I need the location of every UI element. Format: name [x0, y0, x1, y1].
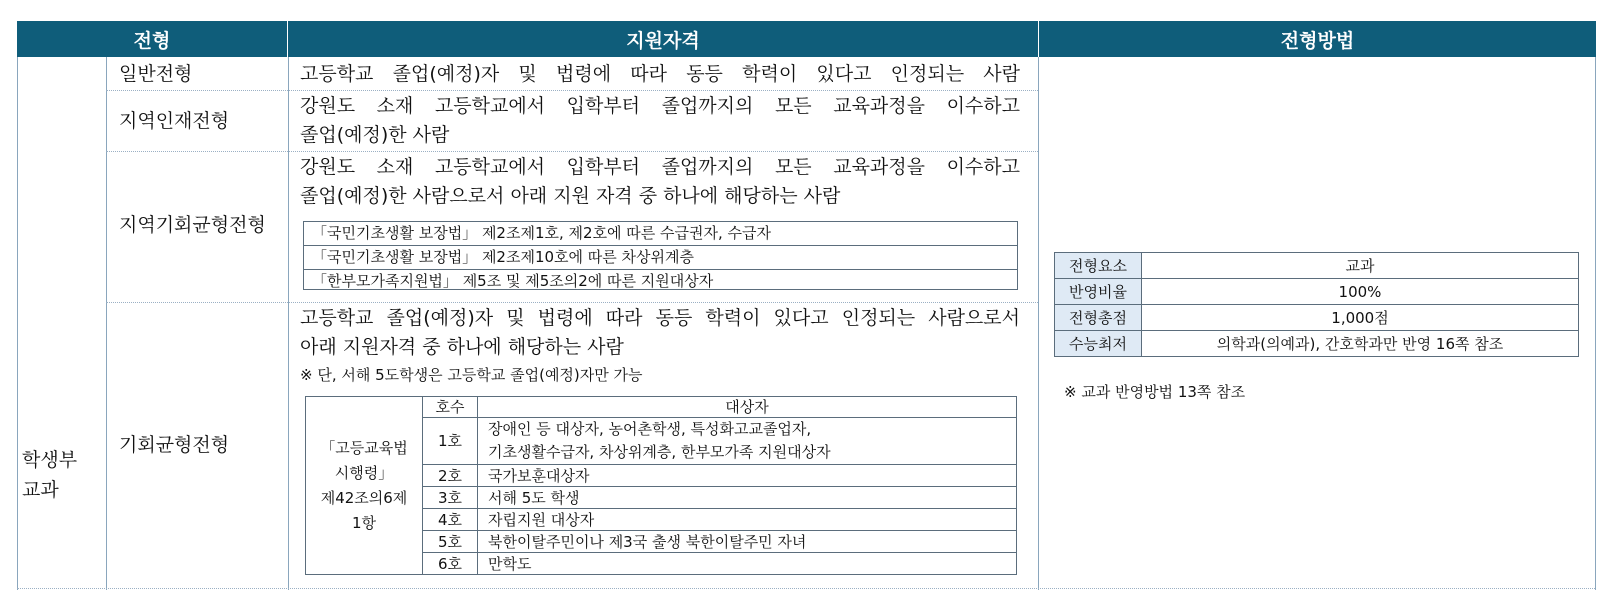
row-name-regional-opportunity: 지역기회균형전형	[119, 214, 266, 236]
target-line: 기초생활수급자, 차상위계층, 한부모가족 지원대상자	[488, 443, 831, 461]
eligibility-opportunity-note: ※ 단, 서해 5도학생은 고등학교 졸업(예정)자만 가능	[300, 366, 643, 384]
method-label: 전형요소	[1055, 253, 1142, 279]
table-row-no: 3호	[423, 487, 478, 509]
law-reference	[306, 397, 423, 575]
table-row-no: 4호	[423, 509, 478, 531]
eligibility-opportunity-line2: 아래 지원자격 중 하나에 해당하는 사람	[300, 336, 624, 358]
table-row-target: 북한이탈주민이나 제3국 출생 북한이탈주민 자녀	[478, 531, 1017, 553]
target-table	[305, 396, 1017, 575]
method-label: 반영비율	[1055, 279, 1142, 305]
eligibility-regional-talent-line2: 졸업(예정)한 사람	[300, 124, 450, 146]
table-row-no: 5호	[423, 531, 478, 553]
table-row-no: 6호	[423, 553, 478, 575]
table-row-target	[478, 418, 1017, 465]
criteria-item: 「국민기초생활 보장법」 제2조제1호, 제2호에 따른 수급권자, 수급자	[312, 224, 772, 242]
header-selection-type: 전형	[17, 21, 287, 57]
target-line: 장애인 등 대상자, 농어촌학생, 특성화고교졸업자,	[488, 420, 812, 438]
regional-opportunity-criteria-box	[303, 221, 1018, 290]
eligibility-regional-opportunity-line1: 강원도 소재 고등학교에서 입학부터 졸업까지의 모든 교육과정을 이수하고	[300, 156, 1020, 178]
eligibility-opportunity-line1: 고등학교 졸업(예정)자 및 법령에 따라 동등 학력이 있다고 인정되는 사람으로서	[300, 307, 1020, 329]
header-method: 전형방법	[1039, 21, 1596, 57]
table-row-target: 국가보훈대상자	[478, 465, 1017, 487]
category-line2: 교과	[22, 479, 59, 501]
method-table	[1054, 252, 1579, 357]
criteria-item: 「국민기초생활 보장법」 제2조제10호에 따른 차상위계층	[304, 245, 1017, 269]
eligibility-regional-talent-line1: 강원도 소재 고등학교에서 입학부터 졸업까지의 모든 교육과정을 이수하고	[300, 95, 1020, 117]
category-line1: 학생부	[22, 449, 78, 471]
law-line: 제42조의6제	[320, 488, 408, 507]
method-label: 수능최저	[1055, 331, 1142, 357]
table-row-target: 서해 5도 학생	[478, 487, 1017, 509]
row-name-opportunity: 기회균형전형	[119, 434, 230, 456]
row-name-general: 일반전형	[119, 63, 193, 85]
method-note: ※ 교과 반영방법 13쪽 참조	[1064, 383, 1246, 401]
header-eligibility: 지원자격	[288, 21, 1038, 57]
table-row-target: 만학도	[478, 553, 1017, 575]
law-line: 「고등교육법	[320, 438, 408, 457]
row-name-regional-talent: 지역인재전형	[119, 110, 230, 132]
method-value: 1,000점	[1142, 305, 1579, 331]
method-value: 100%	[1142, 279, 1579, 305]
eligibility-general: 고등학교 졸업(예정)자 및 법령에 따라 동등 학력이 있다고 인정되는 사람	[300, 63, 1020, 85]
table-row-no: 2호	[423, 465, 478, 487]
method-value: 의학과(의예과), 간호학과만 반영 16쪽 참조	[1142, 331, 1579, 357]
law-line: 1항	[351, 513, 377, 532]
table-row-target: 자립지원 대상자	[478, 509, 1017, 531]
eligibility-regional-opportunity-line2: 졸업(예정)한 사람으로서 아래 지원 자격 중 하나에 해당하는 사람	[300, 185, 841, 207]
method-value: 교과	[1142, 253, 1579, 279]
column-header-target: 대상자	[478, 397, 1017, 418]
method-label: 전형총점	[1055, 305, 1142, 331]
column-header-no: 호수	[423, 397, 478, 418]
category-label	[22, 445, 102, 505]
criteria-item: 「한부모가족지원법」 제5조 및 제5조의2에 따른 지원대상자	[304, 269, 1017, 293]
law-line: 시행령」	[334, 463, 394, 482]
table-row-no: 1호	[423, 418, 478, 465]
